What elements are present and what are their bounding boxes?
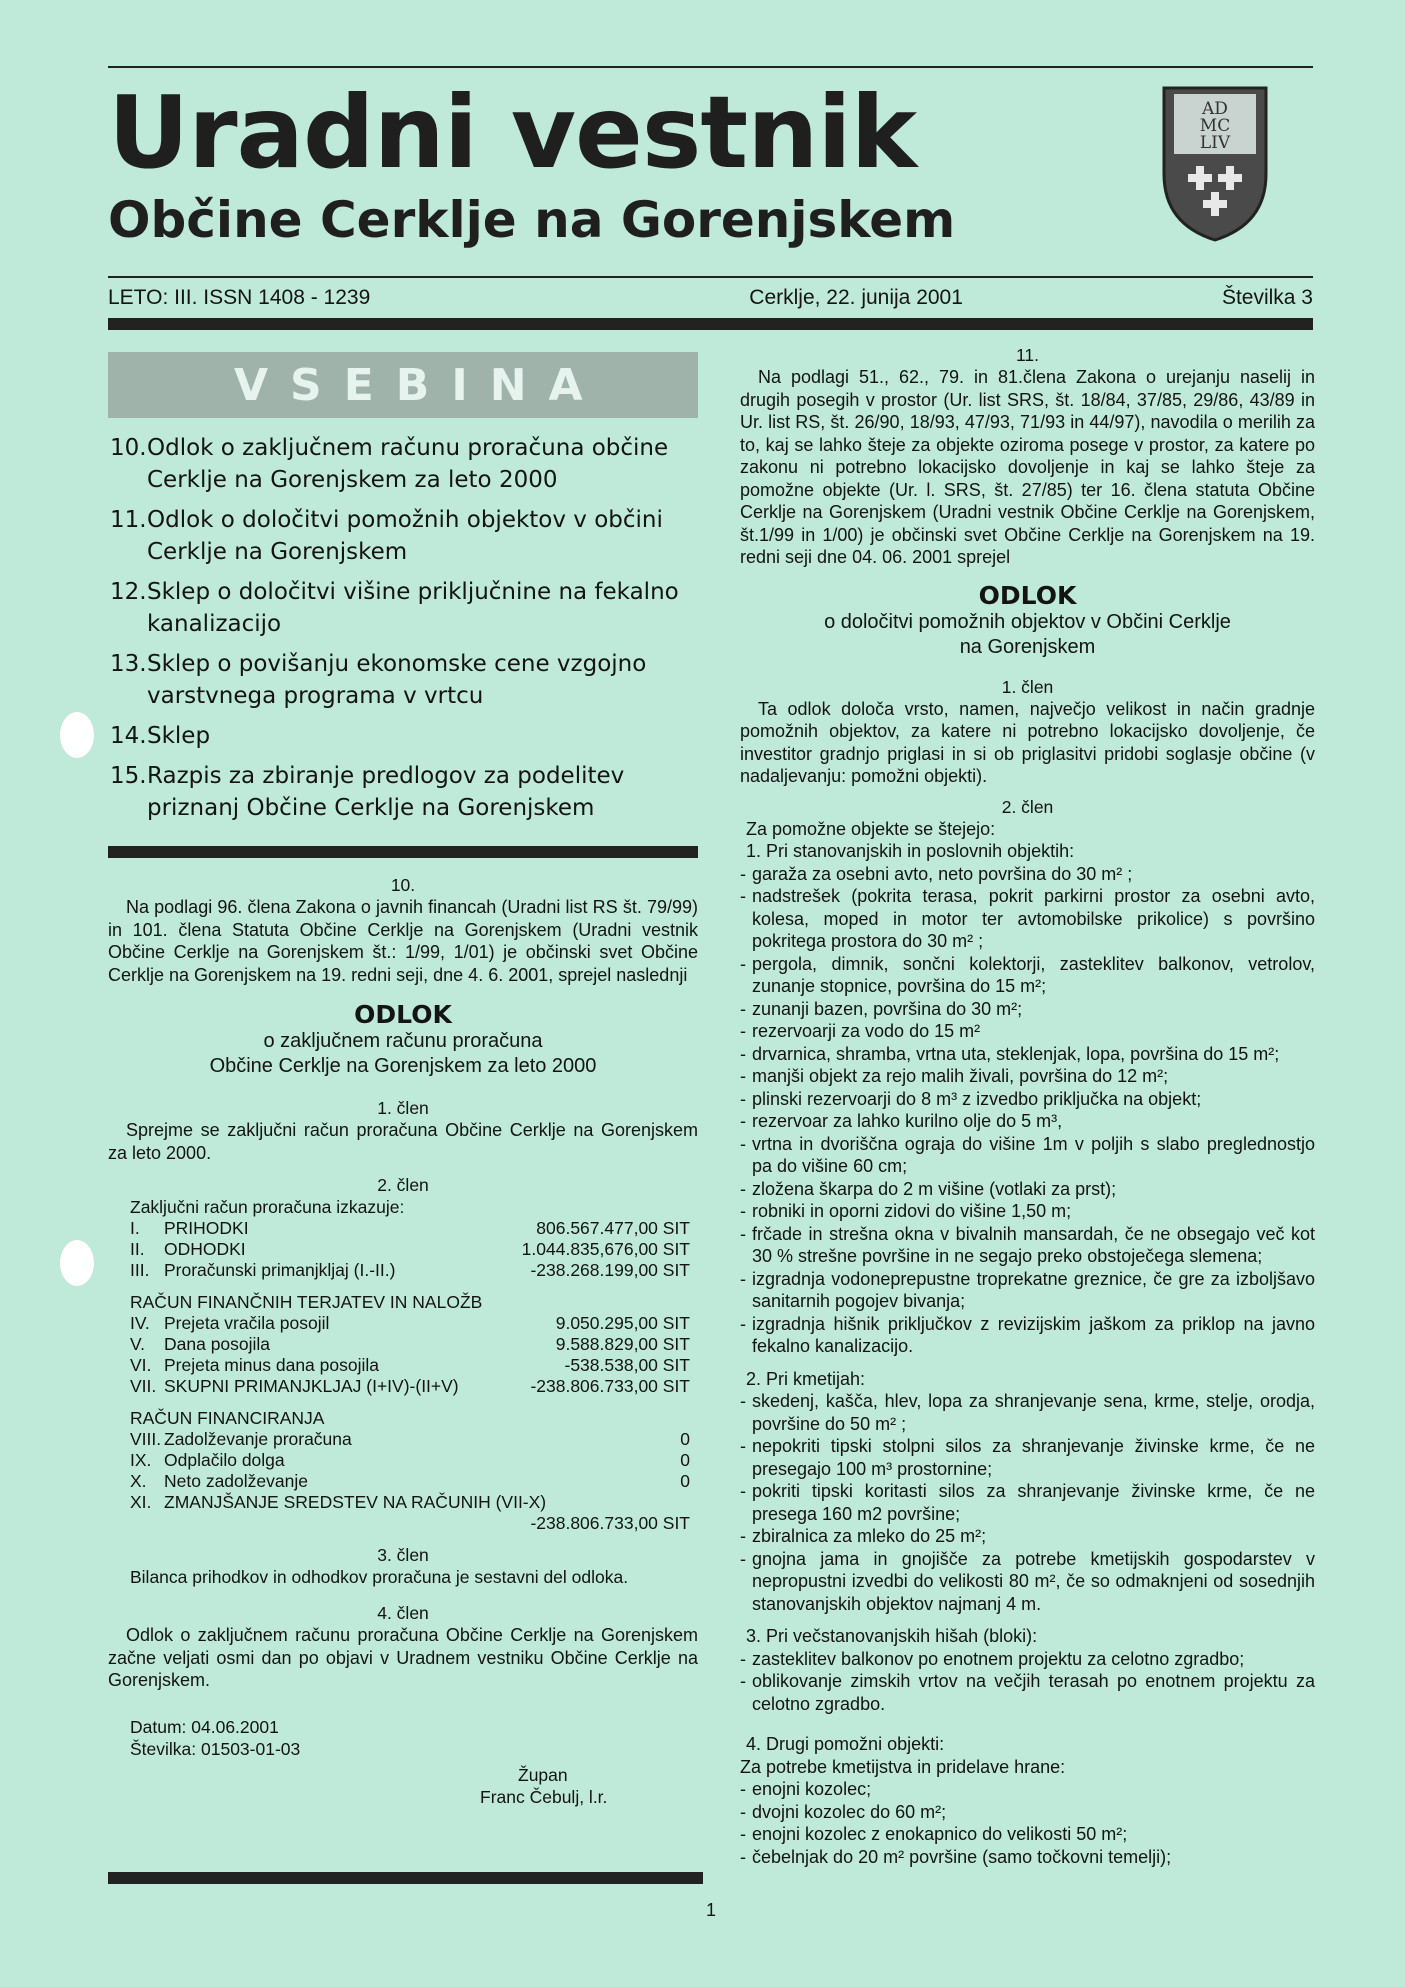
- list-item: - zbiralnica za mleko do 25 m²;: [740, 1526, 987, 1546]
- top-rule: [108, 66, 1313, 68]
- fin-label: Zadolževanje proračuna: [164, 1429, 352, 1449]
- fin-row: [130, 1313, 690, 1334]
- fin-value: 9.588.829,00 SIT: [555, 1334, 690, 1354]
- group-title: 3. Pri večstanovanjskih hišah (bloki):: [746, 1626, 1038, 1646]
- doc-heading: ODLOK: [354, 1000, 452, 1029]
- page-title: Uradni vestnik: [108, 74, 917, 191]
- financial-table: [130, 1218, 690, 1534]
- list-item: - manjši objekt za rejo malih živali, površina do 12 m²;: [740, 1066, 1169, 1086]
- contents-list: [110, 432, 695, 832]
- group-intro: Za potrebe kmetijstva in pridelave hrane:: [740, 1756, 1066, 1777]
- crest-text-line-3: LIV: [1199, 133, 1231, 153]
- fin-row: [130, 1429, 690, 1450]
- fin-value: 0: [680, 1429, 690, 1449]
- fin-num: I.: [130, 1218, 140, 1238]
- fin-label: Odplačilo dolga: [164, 1450, 285, 1470]
- fin-label: Dana posojila: [164, 1334, 271, 1354]
- fin-value: 806.567.477,00 SIT: [536, 1218, 690, 1238]
- article-title: 4. člen: [377, 1603, 429, 1623]
- fin-label: Prejeta vračila posojil: [164, 1313, 330, 1333]
- fin-num: VIII.: [130, 1429, 162, 1449]
- thick-rule-top: [108, 318, 1313, 330]
- fin-label: Prejeta minus dana posojila: [164, 1355, 379, 1375]
- doc-number: 10.: [390, 875, 416, 895]
- toc-text: Sklep o povišanju ekonomske cene vzgojno varstvnega programa v vrtcu: [147, 651, 647, 709]
- decision-11: [740, 344, 1315, 1868]
- article-text: Sprejme se zaključni račun proračuna Občine Cerklje na Gorenjskem za leto 2000.: [108, 1120, 698, 1163]
- signer-name: Franc Čebulj, l.r.: [480, 1786, 608, 1807]
- fin-num: VI.: [130, 1355, 152, 1375]
- fin-label: Proračunski primanjkljaj (I.-II.): [164, 1260, 396, 1280]
- list-item: - frčade in strešna okna v bivalnih mansardah, če ne obsegajo več kot 30 % strešne površine in ne segajo preko obstoječega slemena;: [740, 1223, 1315, 1266]
- toc-text: Odlok o zaključnem računu proračuna občine Cerklje na Gorenjskem za leto 2000: [147, 435, 669, 493]
- toc-item[interactable]: [110, 432, 695, 496]
- article-text: Bilanca prihodkov in odhodkov proračuna je sestavni del odloka.: [130, 1567, 629, 1587]
- list-item: - vrtna in dvoriščna ograja do višine 1m v poljih s slabo preglednostjo pa do višine 60 cm;: [740, 1133, 1315, 1176]
- list-item: - izgradnja hišnik priključkov z revizijskim jaškom za priklop na javno fekalno kanalizacijo.: [740, 1313, 1315, 1356]
- toc-text: Sklep: [147, 723, 211, 749]
- list-item: - gnojna jama in gnojišče za potrebe kmetijskih gospodarstev v nepropustni izvedbi do velikosti 80 m², če so odmaknjeni od sosednjih stanovanjskih objektov najmanj 4 m.: [740, 1548, 1315, 1614]
- item-group-1: [740, 840, 1315, 1358]
- article-text: Za pomožne objekte se štejejo:: [746, 818, 996, 839]
- list-item: - pokriti tipski koritasti silos za shranjevanje živinske krme, če ne presega 160 m2 površine;: [740, 1481, 1315, 1524]
- fin-total-value: -238.806.733,00 SIT: [530, 1513, 690, 1533]
- fin-label: PRIHODKI: [164, 1218, 249, 1238]
- list-item: - rezervoarji za vodo do 15 m²: [740, 1021, 981, 1041]
- list-item: - zunanji bazen, površina do 30 m²;: [740, 998, 1023, 1019]
- toc-num: 14.: [110, 723, 147, 749]
- list-item: - zložena škarpa do 2 m višine (votlaki za prst);: [740, 1178, 1117, 1199]
- crest-text-line-1: AD: [1202, 99, 1228, 119]
- list-item: - enojni kozolec;: [740, 1779, 872, 1799]
- list-item: - rezervoar za lahko kurilno olje do 5 m³,: [740, 1111, 1063, 1131]
- doc-intro: Na podlagi 51., 62., 79. in 81.člena Zakona o urejanju naselij in drugih posegih v prostor (Ur. list SRS, št. 18/84, 37/85, 29/86, 43/89 in Ur. list RS, št. 26/90, 18/93, 47/93, 71/93 in 44/97), navodila o merilih za to, kaj se lahko šteje za objekte oziroma posege v prostor, za katere po zakonu ni potrebno lokacijsko dovoljenje in kaj se lahko šteje za pomožne objekte (Ur. l. SRS, št. 27/85) ter 16. člena statuta Občine Cerklje na Gorenjskem (Uradni vestnik Občine Cerklje na Gorenjskem, št.1/99 in 1/00) je občinski svet Občine Cerklje na Gorenjskem na 19. redni seji dne 04. 06. 2001 sprejel: [740, 367, 1315, 567]
- toc-num: 12.: [110, 579, 147, 605]
- article-title: 2. člen: [1001, 796, 1054, 817]
- contents-heading: VSEBINA: [108, 352, 698, 418]
- decision-10: [108, 874, 698, 1808]
- toc-item[interactable]: [110, 576, 695, 640]
- article-title: 1. člen: [1001, 676, 1054, 697]
- toc-item[interactable]: [110, 760, 695, 824]
- year-issn: LETO: III. ISSN 1408 - 1239: [108, 286, 371, 309]
- list-item: - garaža za osebni avto, neto površina do 30 m² ;: [740, 863, 1133, 884]
- item-group-4: [740, 1733, 1315, 1868]
- article-text: Ta odlok določa vrsto, namen, največjo velikost in način gradnje pomožnih objektov, za katere ni potrebno lokacijsko dovoljenje, če investitor gradnjo priglasi in si ob priglasitvi pridobi soglasje občine (v nadaljevanju: pomožni objekti).: [740, 698, 1315, 786]
- list-item: - enojni kozolec z enokapnico do velikosti 50 m²;: [740, 1824, 1128, 1844]
- toc-item[interactable]: [110, 504, 695, 568]
- fin-total-row: [130, 1513, 690, 1534]
- doc-subheading: o zaključnem računu proračuna: [263, 1030, 543, 1052]
- fin-value: 0: [680, 1450, 690, 1470]
- list-item: - nepokriti tipski stolpni silos za shranjevanje živinske krme, če ne presegajo 100 m³ prostornine;: [740, 1436, 1315, 1479]
- fin-num: V.: [130, 1334, 145, 1354]
- doc-subheading: na Gorenjskem: [959, 635, 1096, 658]
- toc-item[interactable]: [110, 720, 695, 752]
- doc-subheading: o določitvi pomožnih objektov v Občini Cerklje: [824, 610, 1231, 633]
- issue-info-line: [108, 286, 1313, 310]
- fin-num: X.: [130, 1471, 147, 1491]
- page-number: 1: [706, 1900, 717, 1920]
- article-text: Zaključni račun proračuna izkazuje:: [130, 1197, 405, 1217]
- toc-item[interactable]: [110, 648, 695, 712]
- list-item: - robniki in oporni zidovi do višine 1,50 m;: [740, 1201, 1072, 1221]
- fin-num: III.: [130, 1260, 150, 1280]
- fin-num: IV.: [130, 1313, 150, 1333]
- article-title: 3. člen: [377, 1545, 429, 1565]
- toc-num: 13.: [110, 651, 147, 677]
- fin-value: -238.268.199,00 SIT: [530, 1260, 690, 1280]
- masthead-rule: [108, 276, 1313, 278]
- left-bottom-rule: [108, 1872, 703, 1884]
- punch-hole: [60, 712, 94, 758]
- article-title: 2. člen: [377, 1175, 429, 1195]
- fin-section-title: RAČUN FINANCIRANJA: [130, 1408, 325, 1428]
- fin-section-title: RAČUN FINANČNIH TERJATEV IN NALOŽB: [130, 1292, 483, 1312]
- list-item: - skedenj, kašča, hlev, lopa za shranjevanje sena, krme, stelje, orodja, površine do 50 m² ;: [740, 1391, 1315, 1434]
- punch-hole: [60, 1240, 94, 1286]
- list-item: - oblikovanje zimskih vrtov na večjih terasah po enotnem projektu za celotno zgradbo.: [740, 1671, 1315, 1714]
- fin-row: [130, 1239, 690, 1260]
- fin-row: [130, 1492, 690, 1513]
- toc-text: Razpis za zbiranje predlogov za podelitev priznanj Občine Cerklje na Gorenjskem: [147, 763, 625, 821]
- fin-row: [130, 1450, 690, 1471]
- list-item: - drvarnica, shramba, vrtna uta, steklenjak, lopa, površina do 15 m²;: [740, 1043, 1280, 1064]
- fin-row: [130, 1218, 690, 1239]
- contents-bottom-rule: [108, 846, 698, 858]
- toc-text: Sklep o določitvi višine priključnine na fekalno kanalizacijo: [147, 579, 679, 637]
- toc-num: 10.: [110, 435, 147, 461]
- toc-num: 15.: [110, 763, 147, 789]
- doc-intro: Na podlagi 96. člena Zakona o javnih financah (Uradni list RS št. 79/99) in 101. člena Statuta Občine Cerklje na Gorenjskem (Uradni vestnik Občine Cerklje na Gorenjskem št.: 1/99, 1/01) je občinski svet Občine Cerklje na Gorenjskem na 19. redni seji, dne 4. 6. 2001, sprejel naslednji: [108, 897, 698, 985]
- toc-num: 11.: [110, 507, 147, 533]
- doc-reference-number: Številka: 01503-01-03: [130, 1738, 301, 1759]
- fin-row: [130, 1376, 690, 1397]
- item-group-3: [740, 1625, 1315, 1715]
- issue-number: Številka 3: [1221, 286, 1313, 309]
- group-title: 1. Pri stanovanjskih in poslovnih objektih:: [746, 841, 1075, 861]
- list-item: - dvojni kozolec do 60 m²;: [740, 1801, 947, 1822]
- list-item: - nadstrešek (pokrita terasa, pokrit parkirni prostor za osebni avto, kolesa, moped in motor ter avtomobilske prikolice) s površino pokritega prostora do 30 m² ;: [740, 886, 1315, 951]
- item-group-2: [740, 1368, 1315, 1616]
- list-item: - čebelnjak do 20 m² površine (samo točkovni temelji);: [740, 1846, 1172, 1867]
- fin-label: ODHODKI: [164, 1239, 246, 1259]
- list-item: - zasteklitev balkonov po enotnem projektu za celotno zgradbo;: [740, 1648, 1245, 1669]
- fin-num: VII.: [130, 1376, 157, 1396]
- fin-label: Neto zadolževanje: [164, 1471, 308, 1491]
- fin-value: 0: [680, 1471, 690, 1491]
- fin-row: [130, 1355, 690, 1376]
- fin-label: SKUPNI PRIMANJKLJAJ (I+IV)-(II+V): [164, 1376, 459, 1396]
- list-item: - plinski rezervoarji do 8 m³ z izvedbo priključka na objekt;: [740, 1088, 1202, 1109]
- signer-title: Župan: [518, 1764, 568, 1785]
- fin-value: 1.044.835,676,00 SIT: [521, 1239, 690, 1259]
- fin-row: [130, 1260, 690, 1281]
- fin-value: -538.538,00 SIT: [564, 1355, 690, 1375]
- fin-num: II.: [130, 1239, 145, 1259]
- doc-subheading: Občine Cerklje na Gorenjskem za leto 2000: [209, 1055, 597, 1077]
- article-text: Odlok o zaključnem računu proračuna Občine Cerklje na Gorenjskem začne veljati osmi dan po objavi v Uradnem vestniku Občine Cerklje na Gorenjskem.: [108, 1625, 698, 1690]
- article-title: 1. člen: [377, 1098, 429, 1118]
- place-date: Cerklje, 22. junija 2001: [749, 286, 963, 309]
- doc-date: Datum: 04.06.2001: [130, 1716, 279, 1737]
- list-item: - pergola, dimnik, sončni kolektorji, zasteklitev balkonov, vetrolov, zunanje stopnice, površina do 15 m²;: [740, 953, 1315, 996]
- fin-row: [130, 1334, 690, 1355]
- group-title: 4. Drugi pomožni objekti:: [746, 1734, 945, 1754]
- fin-value: -238.806.733,00 SIT: [530, 1376, 690, 1396]
- fin-num: IX.: [130, 1450, 152, 1470]
- group-title: 2. Pri kmetijah:: [746, 1368, 866, 1389]
- fin-row: [130, 1471, 690, 1492]
- doc-heading: ODLOK: [978, 580, 1077, 610]
- fin-value: 9.050.295,00 SIT: [555, 1313, 690, 1333]
- page-subtitle: Občine Cerklje na Gorenjskem: [108, 191, 956, 249]
- doc-number: 11.: [1015, 345, 1040, 365]
- municipal-crest-icon: [1160, 84, 1270, 244]
- toc-text: Odlok o določitvi pomožnih objektov v občini Cerklje na Gorenjskem: [147, 507, 663, 565]
- crest-text-line-2: MC: [1199, 116, 1231, 136]
- list-item: - izgradnja vodoneprepustne troprekatne greznice, če gre za izboljšavo sanitarnih pogojev bivanja;: [740, 1268, 1315, 1311]
- fin-label: ZMANJŠANJE SREDSTEV NA RAČUNIH (VII-X): [164, 1492, 547, 1512]
- masthead: [108, 74, 1148, 250]
- fin-num: XI.: [130, 1492, 152, 1512]
